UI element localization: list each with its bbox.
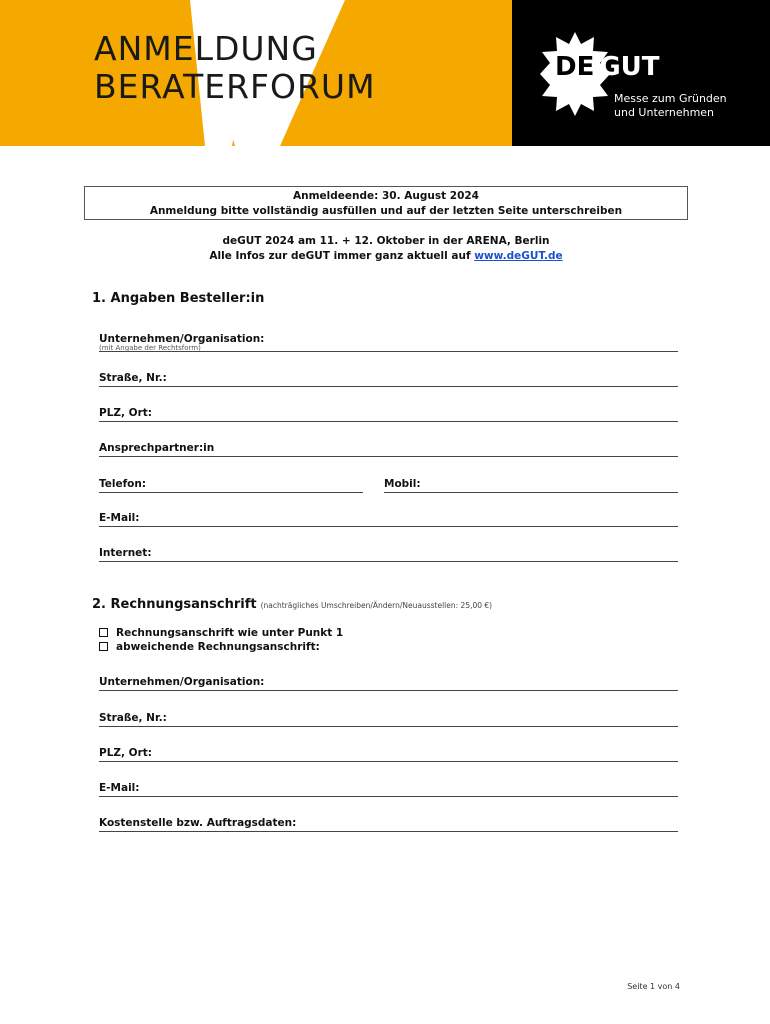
internet-label: Internet:	[99, 547, 152, 559]
title-line-2: BERATERFORUM	[94, 67, 376, 106]
company-label: Unternehmen/Organisation:	[99, 333, 265, 345]
street-field[interactable]	[99, 371, 678, 387]
contact-label: Ansprechpartner:in	[99, 442, 215, 454]
page-title	[94, 30, 376, 106]
billing-street-label: Straße, Nr.:	[99, 712, 167, 724]
section-2-heading: 2. Rechnungsanschrift	[92, 597, 257, 612]
billing-same-label: Rechnungsanschrift wie unter Punkt 1	[116, 627, 344, 639]
checkbox-different[interactable]	[99, 642, 108, 651]
contact-field[interactable]	[99, 441, 678, 457]
tagline-line-2: und Unternehmen	[614, 106, 715, 119]
section-1-title: 1. Angaben Besteller:in	[92, 291, 265, 306]
logo-tagline	[614, 92, 727, 120]
page-number: Seite 1 von 4	[627, 982, 680, 991]
website-link[interactable]: www.deGUT.de	[474, 250, 563, 262]
email-label: E-Mail:	[99, 512, 140, 524]
billing-company-field[interactable]	[99, 675, 678, 691]
billing-email-label: E-Mail:	[99, 782, 140, 794]
title-line-1: ANMELDUNG	[94, 29, 318, 68]
company-field[interactable]	[99, 333, 678, 352]
billing-street-field[interactable]	[99, 711, 678, 727]
email-field[interactable]	[99, 511, 678, 527]
deadline-box	[84, 186, 688, 220]
phone-label: Telefon:	[99, 478, 147, 490]
header-banner	[0, 0, 770, 146]
billing-city-label: PLZ, Ort:	[99, 747, 152, 759]
city-label: PLZ, Ort:	[99, 407, 152, 419]
billing-different-label: abweichende Rechnungsanschrift:	[116, 641, 320, 653]
city-field[interactable]	[99, 406, 678, 422]
event-info	[84, 234, 688, 264]
phone-field[interactable]	[99, 477, 363, 493]
logo-gut: GUT	[599, 52, 660, 82]
billing-city-field[interactable]	[99, 746, 678, 762]
cost-center-field[interactable]	[99, 816, 678, 832]
billing-different-option[interactable]	[99, 641, 320, 653]
billing-company-label: Unternehmen/Organisation:	[99, 676, 265, 688]
street-label: Straße, Nr.:	[99, 372, 167, 384]
deadline-date: Anmeldeende: 30. August 2024	[293, 190, 479, 202]
company-sublabel: (mit Angabe der Rechtsform)	[99, 344, 201, 352]
event-info-line	[84, 249, 688, 264]
internet-field[interactable]	[99, 546, 678, 562]
section-2-note: (nachträgliches Umschreiben/Ändern/Neuausstellen: 25,00 €)	[260, 601, 493, 610]
cost-center-label: Kostenstelle bzw. Auftragsdaten:	[99, 817, 297, 829]
billing-same-option[interactable]	[99, 627, 343, 639]
degut-logo	[512, 0, 770, 146]
event-date: deGUT 2024 am 11. + 12. Oktober in der ARENA, Berlin	[222, 235, 550, 247]
billing-email-field[interactable]	[99, 781, 678, 797]
event-info-prefix: Alle Infos zur deGUT immer ganz aktuell auf	[209, 250, 475, 262]
mobile-field[interactable]	[384, 477, 678, 493]
deadline-instruction: Anmeldung bitte vollständig ausfüllen und auf der letzten Seite unterschreiben	[149, 205, 623, 217]
section-2-title	[92, 597, 492, 612]
tagline-line-1: Messe zum Gründen	[614, 92, 727, 105]
mobile-label: Mobil:	[384, 478, 421, 490]
logo-de: DE	[555, 52, 595, 82]
checkbox-same[interactable]	[99, 628, 108, 637]
